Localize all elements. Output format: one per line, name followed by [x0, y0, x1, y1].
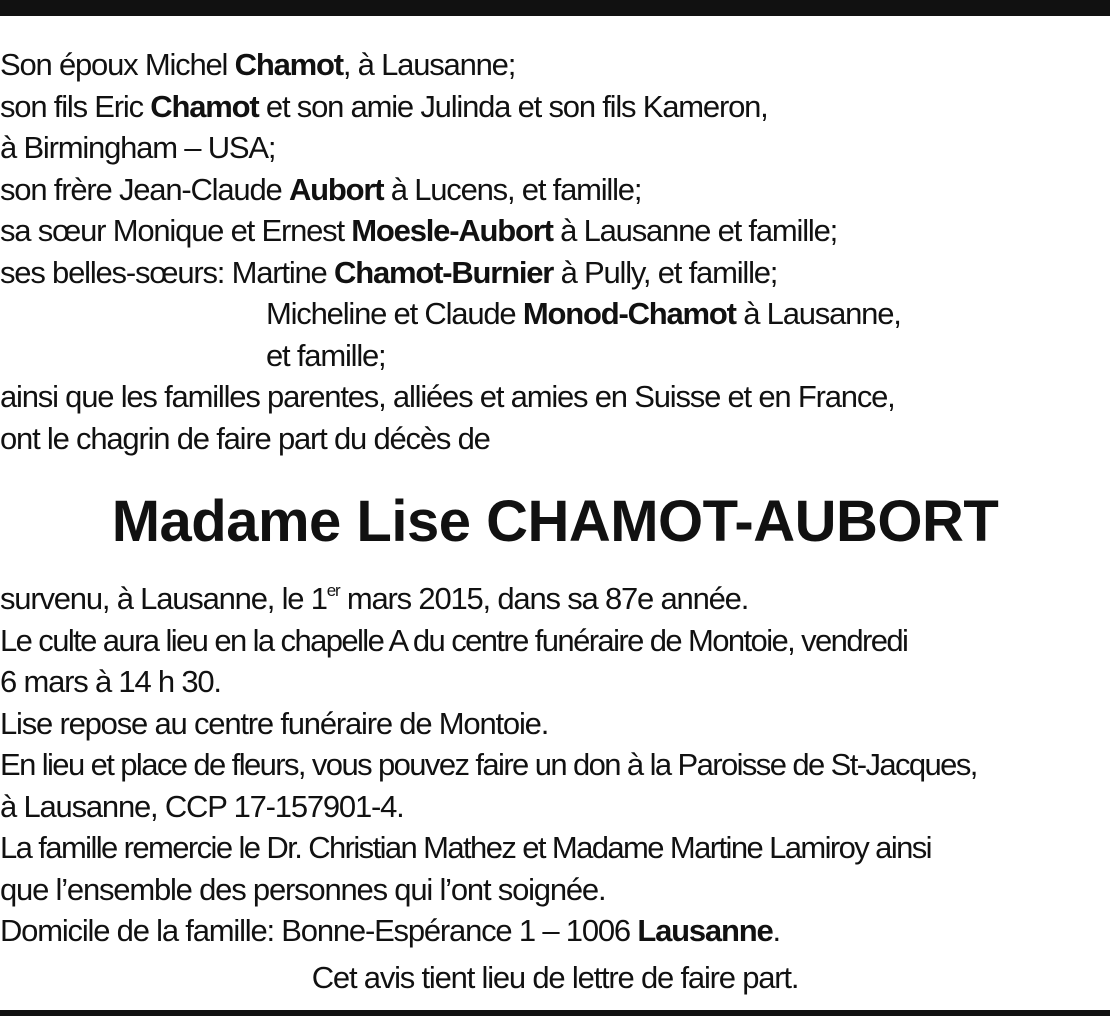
notice-line-brother: son frère Jean-Claude Aubort à Lucens, et famille;	[0, 171, 642, 207]
detail-line-service: Le culte aura lieu en la chapelle A du centre funéraire de Montoie, vendredi	[0, 622, 908, 658]
detail-line-date: survenu, à Lausanne, le 1er mars 2015, dans sa 87e année.	[0, 581, 749, 616]
detail-line-donation: En lieu et place de fleurs, vous pouvez faire un don à la Paroisse de St-Jacques,	[0, 747, 977, 782]
notice-line-sisters-in-law-3: et famille;	[266, 337, 386, 373]
notice-line-spouse: Son époux Michel Chamot, à Lausanne;	[0, 47, 516, 82]
detail-line-thanks: La famille remercie le Dr. Christian Mathez et Madame Martine Lamiroy ainsi	[0, 830, 931, 865]
notice-line-son: son fils Eric Chamot et son amie Julinda et son fils Kameron,	[0, 88, 768, 124]
detail-line-address: Domicile de la famille: Bonne-Espérance 1 – 1006 Lausanne.	[0, 913, 780, 948]
death-notice	[0, 44, 1110, 998]
bottom-rule	[0, 1010, 1110, 1016]
notice-line-sisters-in-law: ses belles-sœurs: Martine Chamot-Burnier à Pully, et famille;	[0, 254, 778, 290]
notice-line-son-location: à Birmingham – USA;	[0, 130, 276, 165]
notice-line-sisters-in-law-2: Micheline et Claude Monod-Chamot à Lausanne,	[266, 296, 901, 331]
closing-line: Cet avis tient lieu de lettre de faire part.	[311, 959, 799, 995]
detail-line-service-time: 6 mars à 14 h 30.	[0, 664, 221, 699]
detail-line-thanks-2: que l’ensemble des personnes qui l’ont soignée.	[0, 871, 606, 907]
detail-line-rest: Lise repose au centre funéraire de Montoie.	[0, 705, 549, 741]
notice-line-announcement: ont le chagrin de faire part du décès de	[0, 420, 490, 456]
notice-line-sister: sa sœur Monique et Ernest Moesle-Aubort à Lausanne et famille;	[0, 213, 838, 248]
deceased-name: Madame Lise CHAMOT-AUBORT	[111, 489, 999, 554]
notice-line-families: ainsi que les familles parentes, alliées et amies en Suisse et en France,	[0, 379, 895, 414]
top-rule	[0, 0, 1110, 16]
detail-line-donation-account: à Lausanne, CCP 17-157901-4.	[0, 788, 404, 824]
